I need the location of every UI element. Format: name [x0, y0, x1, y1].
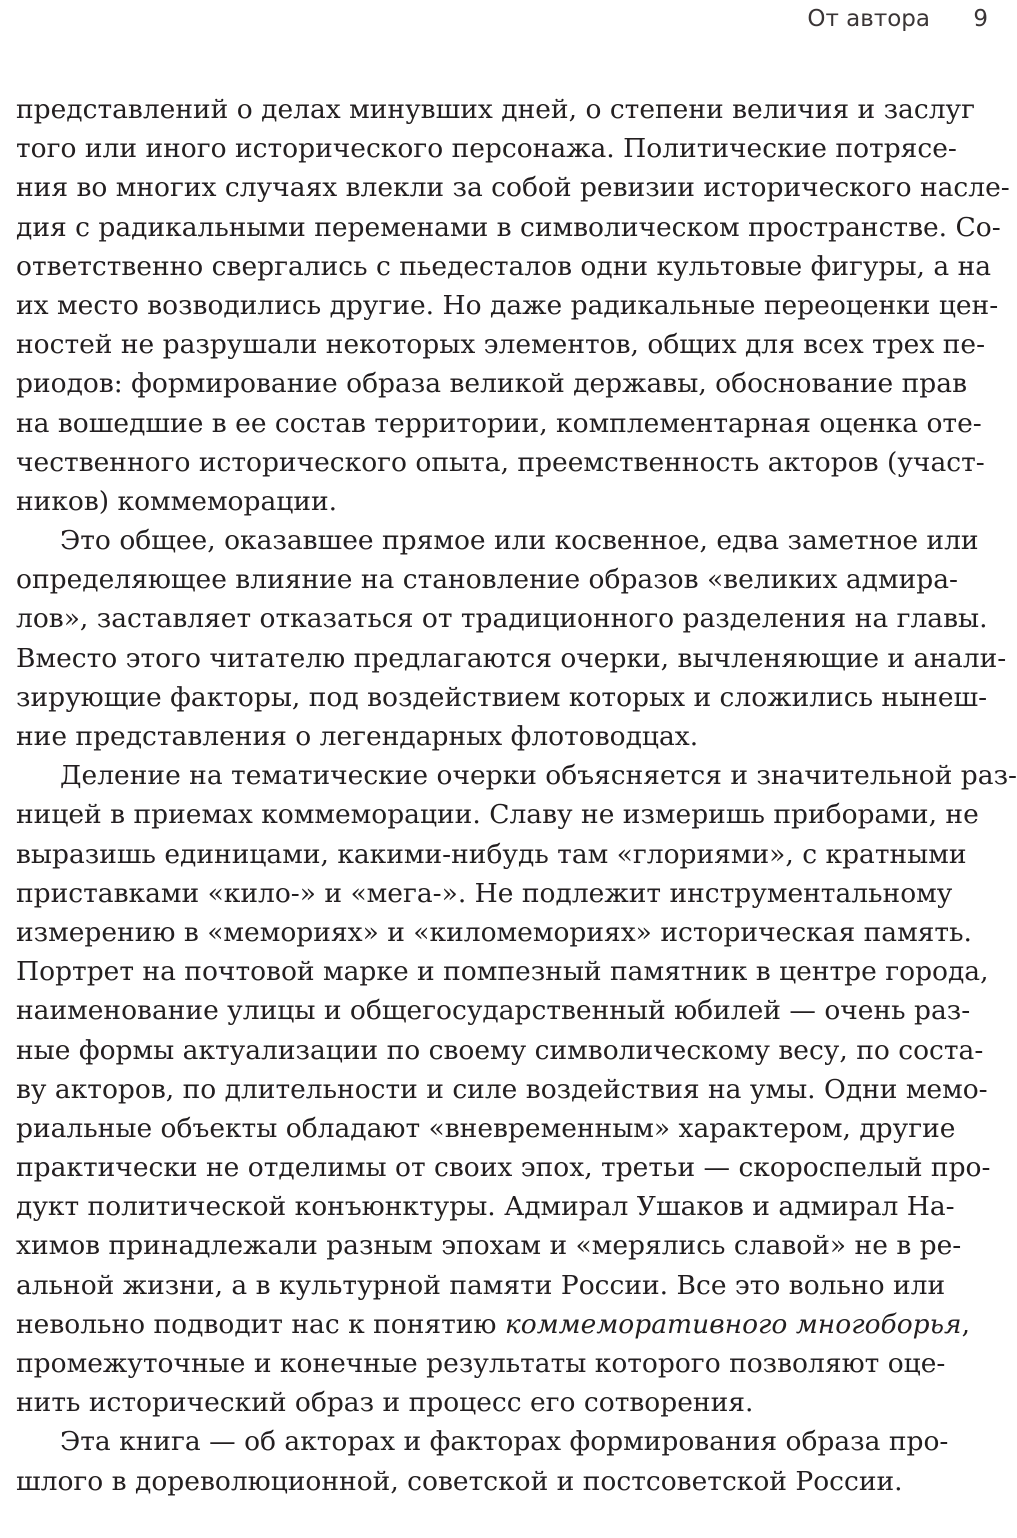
text-line: промежуточные и конечные результаты которого позволяют оце- — [16, 1348, 946, 1379]
text-segment: невольно подводит нас к понятию — [16, 1308, 505, 1340]
text-line: зирующие факторы, под воздействием которых и сложились нынеш- — [16, 681, 988, 713]
page-number: 9 — [973, 6, 988, 32]
paragraph-4 — [16, 1422, 949, 1500]
text-line: ные формы актуализации по своему символическому весу, по соста- — [16, 1034, 984, 1066]
text-line: Портрет на почтовой марке и помпезный памятник в центре города, — [16, 956, 989, 988]
text-line: ницей в приемах коммеморации. Славу не измеришь приборами, не — [16, 799, 979, 831]
running-head — [0, 6, 1000, 38]
text-line: наименование улицы и общегосударственный юбилей — очень раз- — [16, 995, 971, 1027]
text-line: альной жизни, а в культурной памяти России. Все это вольно или — [16, 1269, 946, 1301]
body-text — [16, 90, 1017, 1501]
text-line: на вошедшие в ее состав территории, комплементарная оценка оте- — [16, 407, 982, 439]
text-line: представлений о делах минувших дней, о степени величия и заслуг — [16, 94, 976, 125]
text-line: выразишь единицами, какими-нибудь там «глориями», с кратными — [16, 838, 967, 870]
paragraph-3 — [16, 756, 1017, 1422]
text-line: дия с радикальными переменами в символическом пространстве. Со- — [16, 211, 1001, 243]
paragraph-2 — [16, 521, 1007, 756]
paragraph-1 — [16, 90, 1010, 521]
text-line: Это общее, оказавшее прямое или косвенное, едва заметное или — [60, 525, 979, 557]
text-line: практически не отделимы от своих эпох, третьи — скороспелый про- — [16, 1152, 991, 1184]
text-line: Эта книга — об акторах и факторах формирования образа про- — [60, 1426, 949, 1458]
text-segment: , — [961, 1308, 971, 1340]
text-line: риальные объекты обладают «вневременным» характером, другие — [16, 1112, 956, 1144]
text-line: лов», заставляет отказаться от традиционного разделения на главы. — [16, 603, 988, 635]
text-line: шлого в дореволюционной, советской и постсоветской России. — [16, 1465, 903, 1497]
text-line: ответственно свергались с пьедесталов одни культовые фигуры, а на — [16, 250, 992, 282]
text-line: Вместо этого читателю предлагаются очерки, вычленяющие и анали- — [16, 642, 1007, 674]
text-line: чественного исторического опыта, преемственность акторов (участ- — [16, 446, 985, 478]
text-line: того или иного исторического персонажа. Политические потрясе- — [16, 133, 957, 165]
text-line: их место возводились другие. Но даже радикальные переоценки цен- — [16, 289, 999, 321]
text-line-with-italic — [16, 1305, 971, 1344]
running-title: От автора — [807, 6, 930, 32]
text-line: дукт политической конъюнктуры. Адмирал Ушаков и адмирал На- — [16, 1191, 955, 1223]
text-line: риодов: формирование образа великой державы, обоснование прав — [16, 368, 967, 400]
italic-term: коммеморативного многоборья — [504, 1308, 962, 1340]
text-line: химов принадлежали разным эпохам и «мерялись славой» не в ре- — [16, 1230, 962, 1262]
text-line: ние представления о легендарных флотоводцах. — [16, 721, 699, 752]
text-line: ву акторов, по длительности и силе воздействия на умы. Одни мемо- — [16, 1073, 988, 1105]
text-line: измерению в «мемориях» и «киломемориях» историческая память. — [16, 916, 972, 948]
text-line: определяющее влияние на становление образов «великих адмира- — [16, 564, 958, 596]
text-line: ностей не разрушали некоторых элементов, общих для всех трех пе- — [16, 329, 986, 361]
text-line: ния во многих случаях влекли за собой ревизии исторического насле- — [16, 172, 1010, 204]
text-line: Деление на тематические очерки объясняется и значительной раз- — [60, 760, 1017, 792]
text-line: приставками «кило-» и «мега-». Не подлежит инструментальному — [16, 877, 953, 909]
text-line: ников) коммеморации. — [16, 485, 338, 517]
text-line: нить исторический образ и процесс его сотворения. — [16, 1387, 754, 1419]
